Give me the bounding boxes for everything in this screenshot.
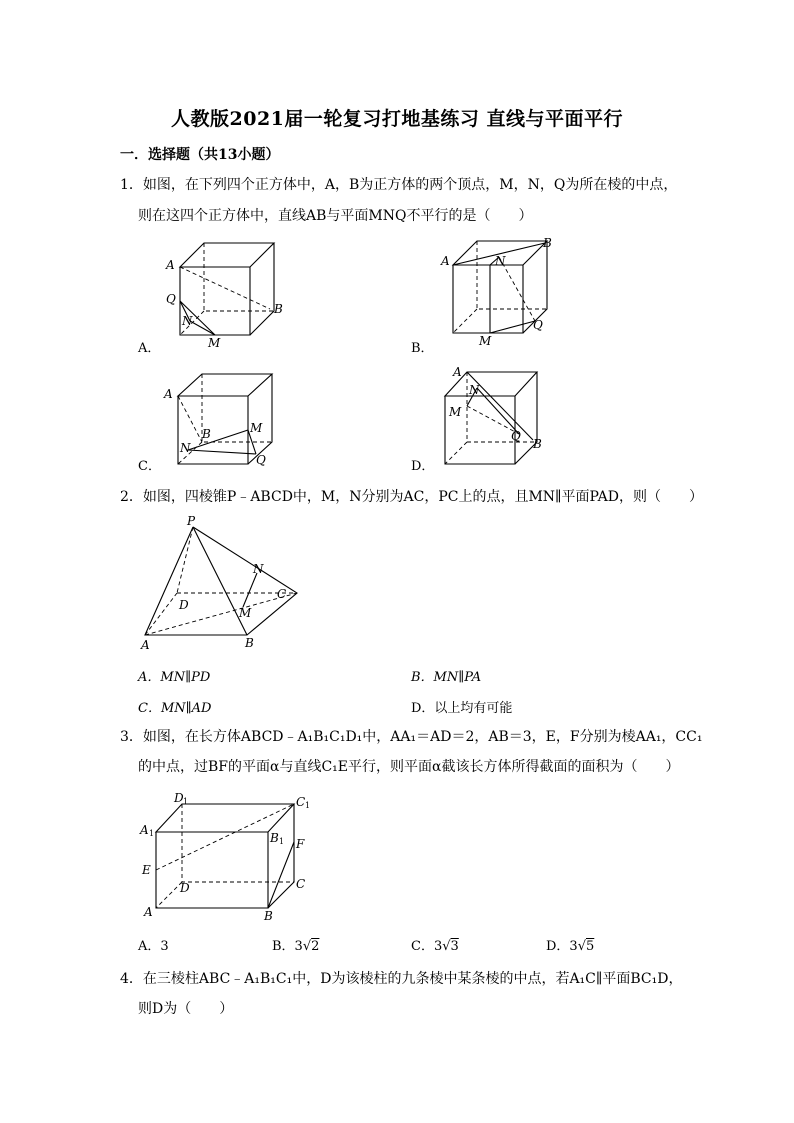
front-face — [453, 265, 523, 333]
visible-edges — [145, 527, 297, 635]
label-q: Q — [533, 318, 543, 332]
top-face — [178, 374, 272, 396]
top-face — [156, 804, 294, 832]
line-nm — [188, 430, 248, 450]
question-3-line-2: 的中点，过BF的平面α与直线C₁E平行，则平面α截该长方体所得截面的面积为（ ） — [138, 759, 680, 775]
label-a: A — [166, 258, 175, 272]
label-b: B — [543, 236, 552, 250]
top-face — [180, 243, 274, 267]
right-edge — [250, 243, 274, 335]
label-a: A — [144, 905, 153, 919]
label-a1: A — [140, 823, 149, 837]
label-n: N — [182, 314, 193, 328]
q2-option-b[interactable]: B．MN∥PA — [411, 670, 482, 685]
q1-option-b[interactable]: B． — [411, 341, 434, 356]
label-d1: D — [174, 791, 184, 805]
label-b: B — [264, 909, 273, 923]
label-m: M — [250, 421, 263, 435]
label-p: P — [187, 514, 196, 528]
question-2-line-1: 2．如图，四棱锥P﹣ABCD中，M，N分别为AC，PC上的点，且MN∥平面PAD，则（ ） — [120, 489, 703, 505]
q2-option-a[interactable]: A．MN∥PD — [138, 670, 211, 685]
question-3-line-1: 3．如图，在长方体ABCD﹣A₁B₁C₁D₁中，AA₁＝AD＝2，AB＝3，E，F分别为棱AA₁，CC₁ — [120, 729, 703, 745]
label-c1: C — [296, 795, 306, 809]
question-1-line-2: 则在这四个正方体中，直线AB与平面MNQ不平行的是（ ） — [138, 208, 533, 224]
label-m: M — [449, 405, 462, 419]
svg-text:1: 1 — [149, 829, 155, 838]
label-c: C — [277, 587, 287, 601]
label-q: Q — [256, 453, 266, 467]
q3-option-a[interactable]: A．3 — [138, 939, 169, 954]
right-edge — [268, 804, 294, 908]
label-m: M — [239, 606, 252, 620]
label-b: B — [202, 427, 211, 441]
q3-option-c[interactable]: C．3√3 — [411, 939, 459, 954]
q1-figure-c — [160, 370, 290, 470]
right-edge — [248, 374, 272, 464]
label-b1: B — [270, 831, 279, 845]
question-1-line-1: 1．如图，在下列四个正方体中，A，B为正方体的两个顶点，M，N，Q为所在棱的中点， — [120, 177, 678, 193]
q1-option-a[interactable]: A． — [138, 341, 161, 356]
q1-option-d[interactable]: D． — [411, 459, 435, 474]
label-a: A — [141, 638, 150, 652]
question-4-line-1: 4．在三棱柱ABC﹣A₁B₁C₁中，D为该棱柱的九条棱中某条棱的中点，若A₁C∥平面BC₁D， — [120, 971, 683, 987]
label-e: E — [142, 863, 151, 877]
label-a: A — [441, 254, 450, 268]
q3-option-b[interactable]: B．3√2 — [272, 939, 320, 954]
q3-option-d[interactable]: D．3√5 — [546, 939, 595, 954]
label-d: D — [180, 881, 190, 895]
document-title: 人教版2021届一轮复习打地基练习 直线与平面平行 — [171, 108, 623, 130]
q2-option-c[interactable]: C．MN∥AD — [138, 701, 212, 716]
label-n: N — [495, 254, 506, 268]
line-ab — [180, 267, 270, 309]
svg-text:1: 1 — [279, 837, 285, 846]
q1-figure-a — [160, 235, 290, 350]
section-heading: 一．选择题（共13小题） — [120, 147, 280, 163]
question-4-line-2: 则D为（ ） — [138, 1001, 234, 1017]
q1-option-c[interactable]: C． — [138, 459, 161, 474]
label-a: A — [453, 365, 462, 379]
q2-option-d[interactable]: D．以上均有可能 — [411, 701, 513, 716]
front-face — [156, 832, 268, 908]
label-n: N — [180, 441, 191, 455]
label-b: B — [274, 302, 283, 316]
q3-cuboid-figure — [138, 790, 318, 925]
q2-pyramid-figure — [135, 515, 310, 655]
q1-figure-d — [433, 364, 563, 474]
label-m: M — [208, 336, 221, 350]
label-c: C — [296, 877, 306, 891]
line-ab — [178, 396, 202, 442]
svg-text:1: 1 — [183, 797, 189, 806]
label-q: Q — [511, 429, 521, 443]
line-bf — [268, 842, 294, 908]
label-f: F — [296, 837, 305, 851]
label-q: Q — [166, 292, 176, 306]
label-b: B — [533, 437, 542, 451]
label-n: N — [469, 383, 480, 397]
q1-figure-b — [435, 235, 565, 348]
label-m: M — [479, 334, 492, 348]
label-a: A — [164, 387, 173, 401]
label-d: D — [179, 598, 189, 612]
segment-mn — [243, 573, 257, 607]
svg-text:1: 1 — [305, 801, 311, 810]
label-b: B — [245, 636, 254, 650]
diagonal-ac — [145, 593, 297, 635]
label-n: N — [253, 562, 264, 576]
